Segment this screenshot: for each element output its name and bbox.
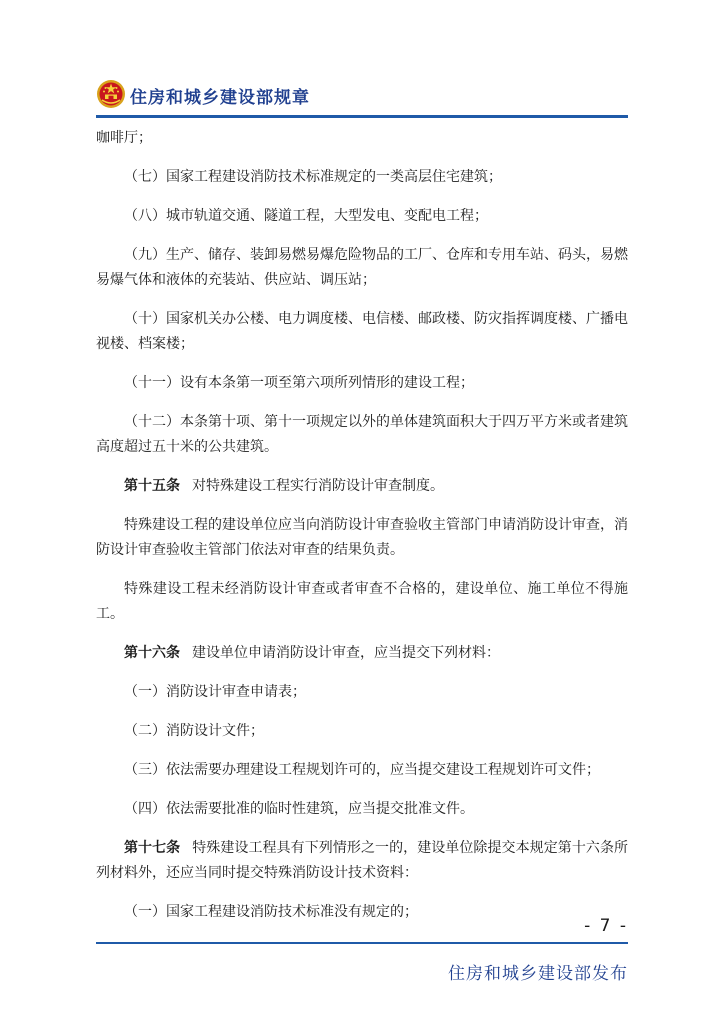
article-15-label: 第十五条	[124, 478, 180, 494]
page-number: - 7 -	[584, 916, 628, 936]
footer-divider	[96, 942, 628, 944]
list-item-4: （四）依法需要批准的临时性建筑，应当提交批准文件。	[124, 801, 474, 817]
list-item-1: （一）国家工程建设消防技术标准没有规定的；	[124, 904, 418, 920]
list-item-3: （三）依法需要办理建设工程规划许可的，应当提交建设工程规划许可文件；	[124, 762, 600, 778]
paragraph: 特殊建设工程未经消防设计审查或者审查不合格的，建设单位、施工单位不得施工。	[96, 581, 628, 622]
article-17-text: 特殊建设工程具有下列情形之一的，建设单位除提交本规定第十六条所列材料外，还应当同时提交特殊消防设计技术资料：	[96, 840, 629, 881]
article-16-label: 第十六条	[124, 645, 180, 661]
list-item-8: （八）城市轨道交通、隧道工程，大型发电、变配电工程；	[124, 208, 488, 224]
list-item-12: （十二）本条第十项、第十一项规定以外的单体建筑面积大于四万平方米或者建筑高度超过五十米的公共建筑。	[96, 414, 628, 455]
article-17-label: 第十七条	[124, 840, 181, 856]
paragraph: 特殊建设工程的建设单位应当向消防设计审查验收主管部门申请消防设计审查，消防设计审查验收主管部门依法对审查的结果负责。	[96, 517, 628, 558]
footer-publisher: 住房和城乡建设部发布	[448, 964, 628, 984]
list-item-1: （一）消防设计审查申请表；	[124, 684, 306, 700]
list-item-2: （二）消防设计文件；	[124, 723, 264, 739]
list-item-11: （十一）设有本条第一项至第六项所列情形的建设工程；	[124, 375, 474, 391]
article-15	[96, 474, 628, 499]
article-16	[96, 641, 628, 666]
list-item-7: （七）国家工程建设消防技术标准规定的一类高层住宅建筑；	[124, 169, 502, 185]
page-header	[96, 76, 628, 118]
list-item-9: （九）生产、储存、装卸易燃易爆危险物品的工厂、仓库和专用车站、码头，易燃易爆气体和液体的充装站、供应站、调压站；	[96, 247, 628, 288]
article-15-text: 对特殊建设工程实行消防设计审查制度。	[192, 478, 444, 494]
list-item-10: （十）国家机关办公楼、电力调度楼、电信楼、邮政楼、防灾指挥调度楼、广播电视楼、档案楼；	[96, 311, 628, 352]
article-17	[96, 836, 628, 886]
document-body	[96, 126, 628, 925]
header-divider	[96, 115, 628, 118]
article-16-text: 建设单位申请消防设计审查，应当提交下列材料：	[192, 645, 500, 661]
paragraph-continuation: 咖啡厅；	[96, 130, 152, 146]
header-title: 住房和城乡建设部规章	[130, 88, 310, 108]
national-emblem-icon	[96, 79, 126, 109]
